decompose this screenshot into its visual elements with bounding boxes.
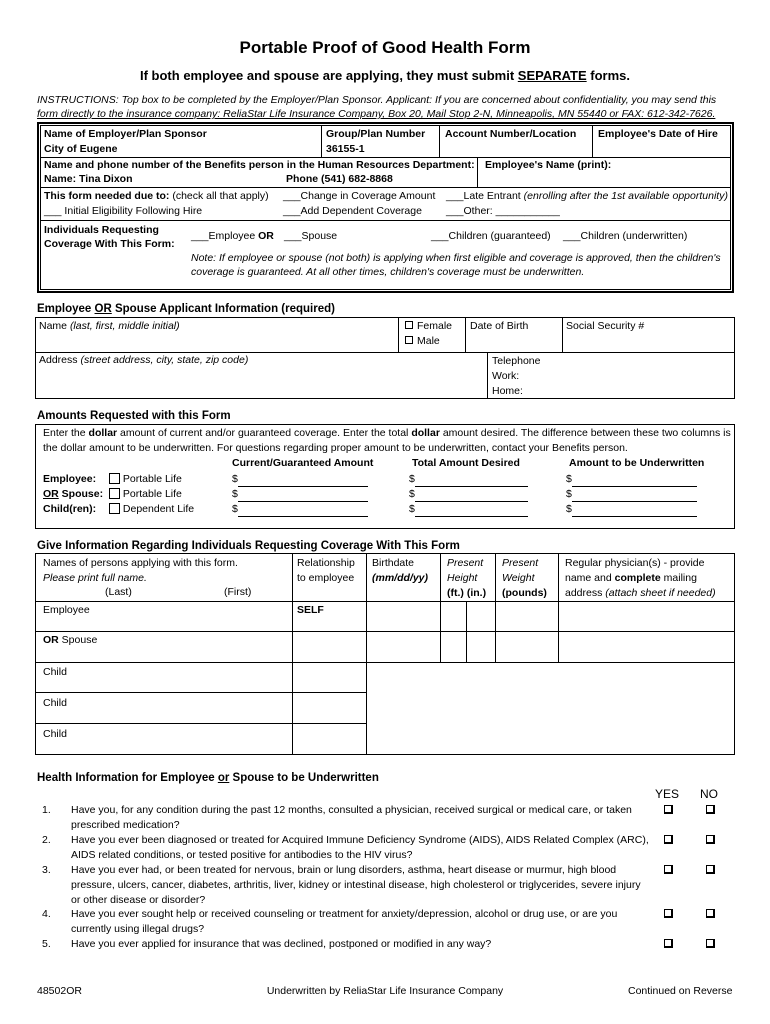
q1-no-checkbox[interactable] (706, 805, 715, 817)
telephone-field[interactable]: Telephone Work: Home: (492, 355, 541, 397)
amounts-heading: Amounts Requested with this Form (37, 410, 231, 422)
total-amount-fields[interactable]: $ $ $ (409, 472, 528, 517)
amount-rows: Employee: Portable Life OR Spouse: Portable Life Child(ren): Dependent Life (43, 473, 195, 515)
col-current-amount: Current/Guaranteed Amount (232, 457, 374, 469)
row-spouse[interactable]: OR Spouse (43, 634, 98, 646)
children-guaranteed-option[interactable]: ___Children (guaranteed) (431, 230, 551, 242)
question-2: 2. Have you ever been diagnosed or treated for Acquired Immune Deficiency Syndrome (AIDS), AIDS Related Complex (ARC), AIDS related conditions, or tested positive for antibodies to the HIV virus? (42, 834, 649, 861)
self-value: SELF (297, 604, 324, 616)
benefits-name[interactable]: Name: Tina Dixon (44, 173, 133, 185)
names-header: Names of persons applying with this form. Please print full name. (43, 557, 238, 584)
underwritten-amount-fields[interactable]: $ $ $ (566, 472, 697, 517)
date-of-birth-field[interactable]: Date of Birth (470, 320, 529, 332)
benefits-phone[interactable]: Phone (541) 682-8868 (286, 173, 393, 185)
last-header: (Last) (105, 586, 132, 598)
health-heading: Health Information for Employee or Spouse to be Underwritten (37, 772, 379, 784)
no-header: NO (700, 787, 718, 801)
form-number: 48502OR (37, 985, 82, 997)
row-child-1[interactable]: Child (43, 666, 67, 678)
sponsor-value[interactable]: City of Eugene (44, 143, 118, 155)
q5-no-checkbox[interactable] (706, 939, 715, 951)
option-late-entrant[interactable]: ___Late Entrant (enrolling after the 1st available opportunity) (446, 190, 728, 202)
benefits-label: Name and phone number of the Benefits person in the Human Resources Department: (44, 159, 475, 171)
sponsor-label: Name of Employer/Plan Sponsor (44, 128, 207, 140)
birthdate-header: Birthdate (mm/dd/yy) (372, 557, 429, 584)
weight-header: Present Weight (pounds) (502, 557, 547, 599)
amounts-instructions-2: the dollar amount to be underwritten. For questions regarding proper amount to be underwritten, contact your Benefits person. (43, 442, 628, 454)
male-checkbox[interactable]: Male (405, 335, 440, 347)
children-underwritten-option[interactable]: ___Children (underwritten) (563, 230, 688, 242)
current-amount-fields[interactable]: $ $ $ (232, 472, 368, 517)
q1-yes-checkbox[interactable] (664, 805, 673, 817)
q5-yes-checkbox[interactable] (664, 939, 673, 951)
continued-on-reverse: Continued on Reverse (628, 985, 733, 997)
q2-no-checkbox[interactable] (706, 835, 715, 847)
yes-header: YES (655, 787, 680, 801)
form-needed-label: This form needed due to: (check all that apply) (44, 190, 269, 202)
row-employee[interactable]: Employee (43, 604, 90, 616)
form-subtitle: If both employee and spouse are applying, they must submit SEPARATE forms. (140, 68, 630, 83)
individuals-heading: Give Information Regarding Individuals Requesting Coverage With This Form (37, 540, 460, 552)
individual-employee-option[interactable]: ___Employee OR (191, 230, 274, 242)
q2-yes-checkbox[interactable] (664, 835, 673, 847)
group-label: Group/Plan Number (326, 128, 426, 140)
height-header: Present Height (ft.) (in.) (447, 557, 487, 599)
instructions: INSTRUCTIONS: Top box to be completed by the Employer/Plan Sponsor. Applicant: If you are concerned about confidentiality, you may send this form directly to the insurance company: ReliaStar Life Insurance Company, Box 20, Mail Stop 2-N, Minneapolis, MN 55440 or FAX: 612-342-7626. (37, 94, 717, 120)
underwritten-by: Underwritten by ReliaStar Life Insurance Company (266, 985, 504, 997)
col-underwritten-amount: Amount to be Underwritten (569, 457, 705, 469)
row-child-3[interactable]: Child (43, 728, 67, 740)
relationship-header: Relationship to employee (297, 557, 355, 584)
q4-yes-checkbox[interactable] (664, 909, 673, 921)
address-field[interactable]: Address (street address, city, state, zip code) (39, 354, 249, 366)
group-value[interactable]: 36155-1 (326, 143, 365, 155)
question-3: 3. Have you ever had, or been treated for nervous, brain or lung disorders, asthma, heart disease or murmur, high blood pressure, ulcers, cancer, diabetes, arthritis, liver, kidney or intestinal disease, high cholesterol or triglycerides, severe injury or other disease or disorder? (42, 864, 641, 906)
account-label: Account Number/Location (445, 128, 577, 140)
ssn-field[interactable]: Social Security # (566, 320, 645, 332)
q4-no-checkbox[interactable] (706, 909, 715, 921)
option-add-dependent[interactable]: ___Add Dependent Coverage (283, 205, 422, 217)
coverage-note: Note: If employee or spouse (not both) is applying when first eligible and coverage is approved, then the children's coverage is guaranteed. At all other times, children's coverage must be underwritten. (191, 252, 721, 278)
individual-spouse-option[interactable]: ___Spouse (284, 230, 338, 242)
option-other[interactable]: ___Other: ___________ (446, 205, 560, 217)
child-life-checkbox[interactable] (109, 503, 120, 514)
form-title: Portable Proof of Good Health Form (239, 38, 531, 57)
first-header: (First) (224, 586, 252, 598)
question-4: 4. Have you ever sought help or received counseling or treatment for anxiety/depression, alcohol or drug use, or are you currently using illegal drugs? (42, 908, 618, 935)
spouse-life-checkbox[interactable] (109, 488, 120, 499)
hire-date-label: Employee's Date of Hire (598, 128, 718, 140)
amounts-instructions-1: Enter the dollar amount of current and/or guaranteed coverage. Enter the total dollar amount desired. The difference between these two columns is (43, 427, 731, 439)
q3-no-checkbox[interactable] (706, 865, 715, 877)
question-5: 5. Have you ever applied for insurance that was declined, postponed or modified in any way? (42, 938, 492, 950)
individuals-label: Individuals Requesting Coverage With This Form: (44, 224, 175, 250)
female-checkbox[interactable]: Female (405, 320, 452, 332)
option-change-coverage[interactable]: ___Change in Coverage Amount (283, 190, 436, 202)
q3-yes-checkbox[interactable] (664, 865, 673, 877)
physician-header: Regular physician(s) - provide name and complete mailing address (attach sheet if needed) (565, 557, 716, 599)
applicant-heading: Employee OR Spouse Applicant Information (required) (37, 303, 335, 315)
employee-life-checkbox[interactable] (109, 473, 120, 484)
col-total-amount: Total Amount Desired (412, 457, 520, 469)
row-child-2[interactable]: Child (43, 697, 67, 709)
employee-name-label: Employee's Name (print): (485, 159, 612, 171)
question-1: 1. Have you, for any condition during the past 12 months, consulted a physician, received surgical or medical care, or taken prescribed medication? (42, 804, 632, 831)
option-initial-eligibility[interactable]: ___ Initial Eligibility Following Hire (44, 205, 203, 217)
name-field[interactable]: Name (last, first, middle initial) (39, 320, 180, 332)
